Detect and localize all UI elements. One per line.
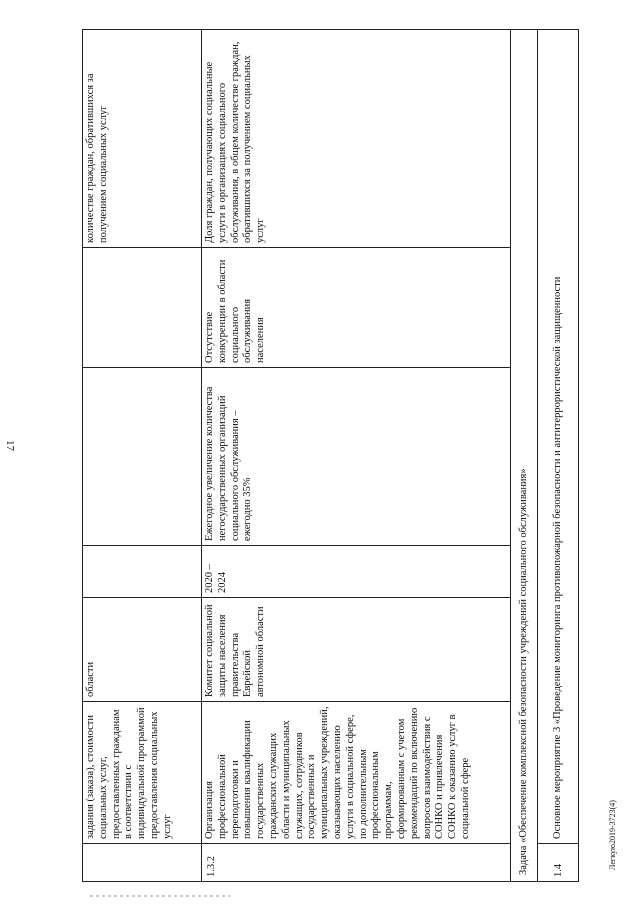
cell-period: 2020 – 2024: [202, 546, 511, 598]
cell-executor: области: [83, 598, 202, 702]
cell-expected-result: [83, 368, 202, 546]
cell-activity-name: задания (заказа), стоимости социальных услуг, предоставленных гражданам в соответствии с индивидуальной программой предоставления социальных услуг: [83, 702, 202, 844]
main-activity-row: [538, 30, 579, 882]
task-heading: Задача «Обеспечение комплексной безопасности учреждений социального обслуживания»: [511, 30, 538, 882]
cell-number: 1.4: [538, 844, 579, 882]
cell-expected-result: Ежегодное увеличение количества негосударственных организаций социального обслуживания – ежегодно 35%: [202, 368, 511, 546]
cell-consequence: [83, 248, 202, 368]
cell-indicator: количестве граждан, обратившихся за получением социальных услуг: [83, 30, 202, 248]
cell-period: [83, 546, 202, 598]
scan-artifact: [90, 895, 230, 897]
main-activity-text: Основное мероприятие 3 «Проведение мониторинга противопожарной безопасности и антитеррористической защищенности: [538, 30, 579, 844]
cell-number: [83, 844, 202, 882]
program-activities-table: [82, 29, 579, 882]
document-code: Легкую2019-3723(4): [608, 800, 617, 870]
cell-activity-name: Организация профессиональной переподготовки и повышения квалификации государственных гражданских служащих области и муниципальных служащих, сотрудников государственных и муниципальных учреждений, оказывающих населению услуги в социальной сфере, по дополнительным профессиональным программам, сформированным с учетом рекомендаций по включению вопросов взаимодействия с СОНКО и привлечения СОНКО к оказанию услуг в социальной сфере: [202, 702, 511, 844]
table-row: [202, 30, 511, 882]
cell-consequence: Отсутствие конкуренции в области социального обслуживания населения: [202, 248, 511, 368]
cell-number: 1.3.2: [202, 844, 511, 882]
table-row: [83, 30, 202, 882]
page-number: 17: [4, 440, 16, 451]
task-row: [511, 30, 538, 882]
rotated-table-wrapper: [82, 30, 572, 882]
cell-indicator: Доля граждан, получающих социальные услуги в организациях социального обслуживания, в общем количестве граждан, обратившихся за получением социальных услуг: [202, 30, 511, 248]
cell-executor: Комитет социальной защиты населения правительства Еврейской автономной области: [202, 598, 511, 702]
